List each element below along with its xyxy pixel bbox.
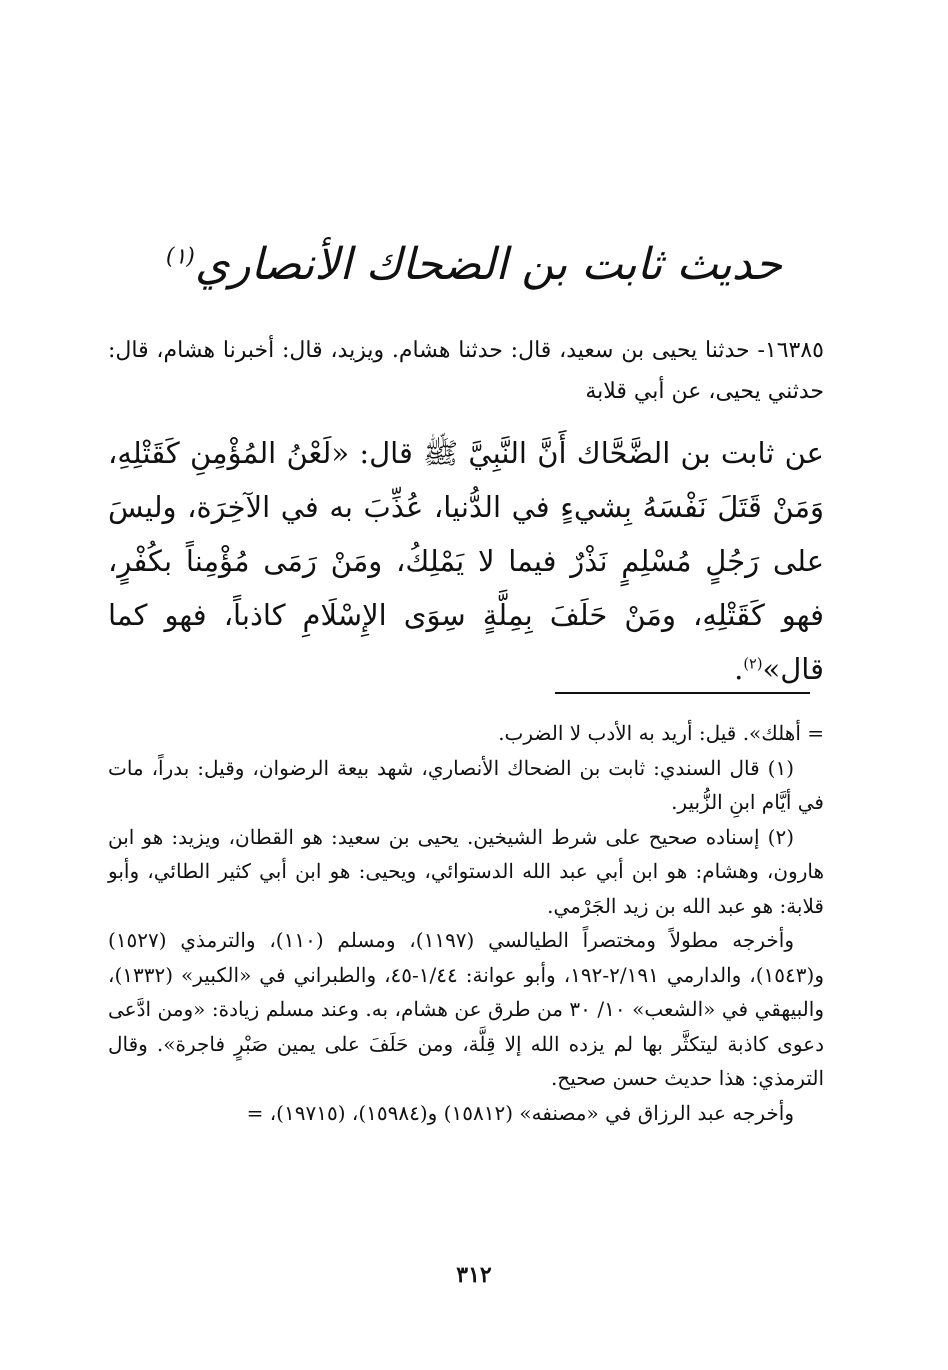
title-footnote-ref: (١) [165,244,195,270]
footnotes-section [108,716,824,1130]
hadith-title [0,230,948,300]
footnote-2-continued: وأخرجه عبد الرزاق في «مصنفه» (١٥٨١٢) و(١٥٩٨٤)، (١٩٧١٥)، = [246,1100,794,1125]
matn-end-mark: . [734,652,744,686]
footnote-continuation: = أهلك». قيل: أريد به الأدب لا الضرب. [498,721,824,745]
footnote-divider [555,692,810,694]
matn-footnote-ref: (٢) [743,656,763,673]
footnote-2: (٢) إسناده صحيح على شرط الشيخين. يحيى بن سعيد: هو القطان، ويزيد: هو ابن هارون، وهشام: هو ابن أبي عبد الله الدستوائي، ويحيى: هو ابن أبي كثير الطائي، وأبو قلابة: هو عبد الله بن زيد الجَرْمي. [108,824,824,918]
page-number: ٣١٢ [456,1262,492,1288]
footnote-2-takhrij: وأخرجه مطولاً ومختصراً الطيالسي (١١٩٧)، ومسلم (١١٠)، والترمذي (١٥٢٧) و(١٥٤٣)، والدارمي ٢/١٩١-١٩٢، وأبو عوانة: ١/٤٤-٤٥، والطبراني في «الكبير» (١٣٣٢)، والبيهقي في «الشعب» ١٠/ ٣٠ من طرق عن هشام، به. وعند مسلم زيادة: «ومن ادَّعى دعوى كاذبة ليتكثَّر بها لم يزده الله إلا قِلَّة، ومن حَلَفَ على يمين صَبْرٍ فاجرة». وقال الترمذي: هذا حديث حسن صحيح. [108,928,825,1090]
isnad-paragraph: ١٦٣٨٥- حدثنا يحيى بن سعيد، قال: حدثنا هشام. ويزيد، قال: أخبرنا هشام، قال: حدثني يحيى، عن أبي قلابة [108,338,824,404]
matn-text: عن ثابت بن الضَّحَّاك أَنَّ النَّبِيَّ ﷺ قال: «لَعْنُ المُؤْمِنِ كَقَتْلِهِ، وَمَنْ قَتَلَ نَفْسَهُ بِشيءٍ في الدُّنيا، عُذِّبَ به في الآخِرَة، وليسَ على رَجُلٍ مُسْلِمٍ نَذْرٌ فيما لا يَمْلِكُ، ومَنْ رَمَى مُؤْمِناً بكُفْرٍ، فهو كَقَتْلِهِ، ومَنْ حَلَفَ بِمِلَّةٍ سِوَى الإِسْلَامِ كاذباً، فهو كما قال» [108,436,824,686]
footnote-1: (١) قال السندي: ثابت بن الضحاك الأنصاري، شهد بيعة الرضوان، وقيل: بدراً، مات في أيَّام ابنِ الزُّبير. [108,755,824,814]
matn-paragraph [108,426,824,696]
hadith-title-text: حديث ثابت بن الضحاك الأنصاري [194,239,783,290]
